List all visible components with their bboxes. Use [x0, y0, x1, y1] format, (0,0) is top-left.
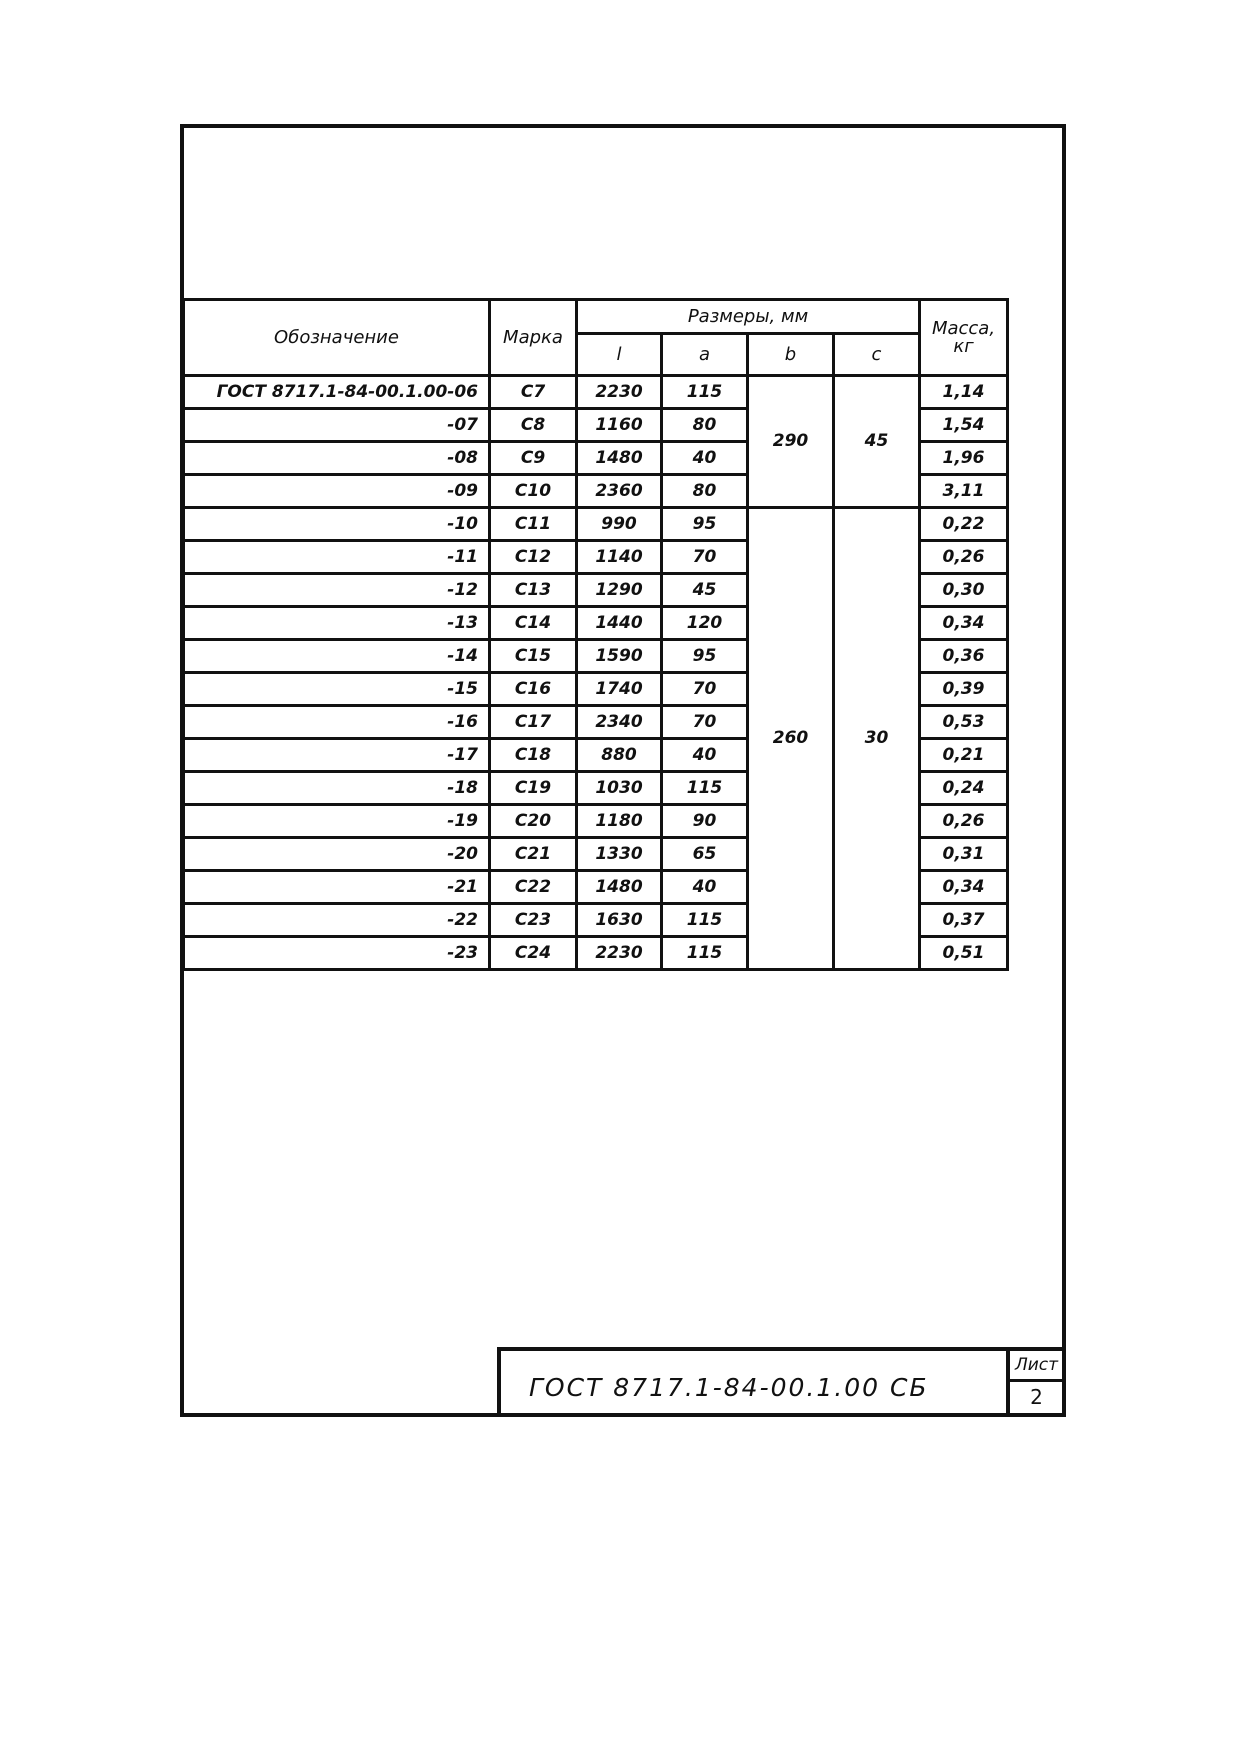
- cell-designation: ГОСТ 8717.1-84-00.1.00-06: [184, 376, 490, 409]
- cell-mass: 0,26: [920, 805, 1008, 838]
- cell-mass: 3,11: [920, 475, 1008, 508]
- cell-mass: 1,96: [920, 442, 1008, 475]
- table-row: [184, 376, 1008, 409]
- cell-mark: С22: [490, 871, 577, 904]
- cell-l: 1330: [577, 838, 662, 871]
- cell-mark: С10: [490, 475, 577, 508]
- cell-a: 115: [662, 904, 748, 937]
- cell-designation: -09: [184, 475, 490, 508]
- cell-a: 70: [662, 541, 748, 574]
- cell-mark: С14: [490, 607, 577, 640]
- header-mass: Масса, кг: [920, 300, 1008, 376]
- cell-designation: -10: [184, 508, 490, 541]
- cell-l: 1160: [577, 409, 662, 442]
- cell-l: 1630: [577, 904, 662, 937]
- sheet-label: Лист: [1010, 1351, 1063, 1382]
- cell-designation: -16: [184, 706, 490, 739]
- cell-l: 1740: [577, 673, 662, 706]
- document-code: ГОСТ 8717.1-84-00.1.00 СБ: [529, 1373, 929, 1402]
- sheet-number: 2: [1030, 1385, 1043, 1409]
- cell-c: 45: [834, 376, 920, 508]
- cell-mass: 0,36: [920, 640, 1008, 673]
- cell-mark: С15: [490, 640, 577, 673]
- cell-mark: С24: [490, 937, 577, 970]
- cell-mark: С19: [490, 772, 577, 805]
- cell-a: 40: [662, 739, 748, 772]
- header-c: c: [834, 334, 920, 376]
- header-mark: Марка: [490, 300, 577, 376]
- table-row: [184, 508, 1008, 541]
- cell-a: 120: [662, 607, 748, 640]
- cell-mark: С8: [490, 409, 577, 442]
- cell-a: 115: [662, 772, 748, 805]
- cell-mass: 0,34: [920, 607, 1008, 640]
- cell-c: 30: [834, 508, 920, 970]
- specification-table: [182, 298, 1009, 971]
- cell-a: 90: [662, 805, 748, 838]
- cell-designation: -12: [184, 574, 490, 607]
- sheet-box: [1006, 1351, 1063, 1413]
- cell-l: 2340: [577, 706, 662, 739]
- cell-b: 260: [748, 508, 834, 970]
- cell-l: 1180: [577, 805, 662, 838]
- cell-designation: -14: [184, 640, 490, 673]
- title-block: [497, 1347, 1063, 1413]
- cell-designation: -07: [184, 409, 490, 442]
- header-dimensions: Размеры, мм: [577, 300, 920, 334]
- cell-l: 1590: [577, 640, 662, 673]
- cell-designation: -13: [184, 607, 490, 640]
- cell-a: 40: [662, 442, 748, 475]
- cell-l: 1480: [577, 871, 662, 904]
- cell-designation: -23: [184, 937, 490, 970]
- cell-mark: С7: [490, 376, 577, 409]
- header-b: b: [748, 334, 834, 376]
- cell-a: 95: [662, 640, 748, 673]
- header-designation: Обозначение: [184, 300, 490, 376]
- cell-l: 2230: [577, 376, 662, 409]
- cell-mass: 1,14: [920, 376, 1008, 409]
- cell-a: 40: [662, 871, 748, 904]
- cell-mass: 1,54: [920, 409, 1008, 442]
- cell-a: 95: [662, 508, 748, 541]
- cell-designation: -08: [184, 442, 490, 475]
- cell-l: 2230: [577, 937, 662, 970]
- cell-designation: -20: [184, 838, 490, 871]
- cell-mark: С12: [490, 541, 577, 574]
- cell-mass: 0,51: [920, 937, 1008, 970]
- cell-designation: -18: [184, 772, 490, 805]
- cell-a: 80: [662, 475, 748, 508]
- cell-mass: 0,34: [920, 871, 1008, 904]
- cell-mass: 0,37: [920, 904, 1008, 937]
- cell-mass: 0,21: [920, 739, 1008, 772]
- cell-b: 290: [748, 376, 834, 508]
- cell-designation: -11: [184, 541, 490, 574]
- cell-mark: С11: [490, 508, 577, 541]
- cell-mass: 0,24: [920, 772, 1008, 805]
- cell-mass: 0,30: [920, 574, 1008, 607]
- cell-l: 1290: [577, 574, 662, 607]
- cell-a: 70: [662, 673, 748, 706]
- cell-designation: -22: [184, 904, 490, 937]
- cell-mark: С21: [490, 838, 577, 871]
- cell-mark: С23: [490, 904, 577, 937]
- cell-mass: 0,39: [920, 673, 1008, 706]
- cell-l: 2360: [577, 475, 662, 508]
- cell-a: 115: [662, 937, 748, 970]
- cell-mass: 0,26: [920, 541, 1008, 574]
- cell-designation: -15: [184, 673, 490, 706]
- cell-l: 990: [577, 508, 662, 541]
- cell-mark: С17: [490, 706, 577, 739]
- cell-a: 45: [662, 574, 748, 607]
- cell-mark: С16: [490, 673, 577, 706]
- cell-mark: С13: [490, 574, 577, 607]
- cell-a: 70: [662, 706, 748, 739]
- cell-designation: -17: [184, 739, 490, 772]
- cell-l: 880: [577, 739, 662, 772]
- cell-a: 65: [662, 838, 748, 871]
- cell-mass: 0,31: [920, 838, 1008, 871]
- cell-l: 1140: [577, 541, 662, 574]
- cell-designation: -21: [184, 871, 490, 904]
- cell-designation: -19: [184, 805, 490, 838]
- cell-mass: 0,53: [920, 706, 1008, 739]
- cell-mark: С18: [490, 739, 577, 772]
- cell-a: 115: [662, 376, 748, 409]
- header-a: a: [662, 334, 748, 376]
- header-l: l: [577, 334, 662, 376]
- cell-mass: 0,22: [920, 508, 1008, 541]
- cell-l: 1030: [577, 772, 662, 805]
- cell-l: 1480: [577, 442, 662, 475]
- cell-mark: С20: [490, 805, 577, 838]
- cell-mark: С9: [490, 442, 577, 475]
- cell-l: 1440: [577, 607, 662, 640]
- cell-a: 80: [662, 409, 748, 442]
